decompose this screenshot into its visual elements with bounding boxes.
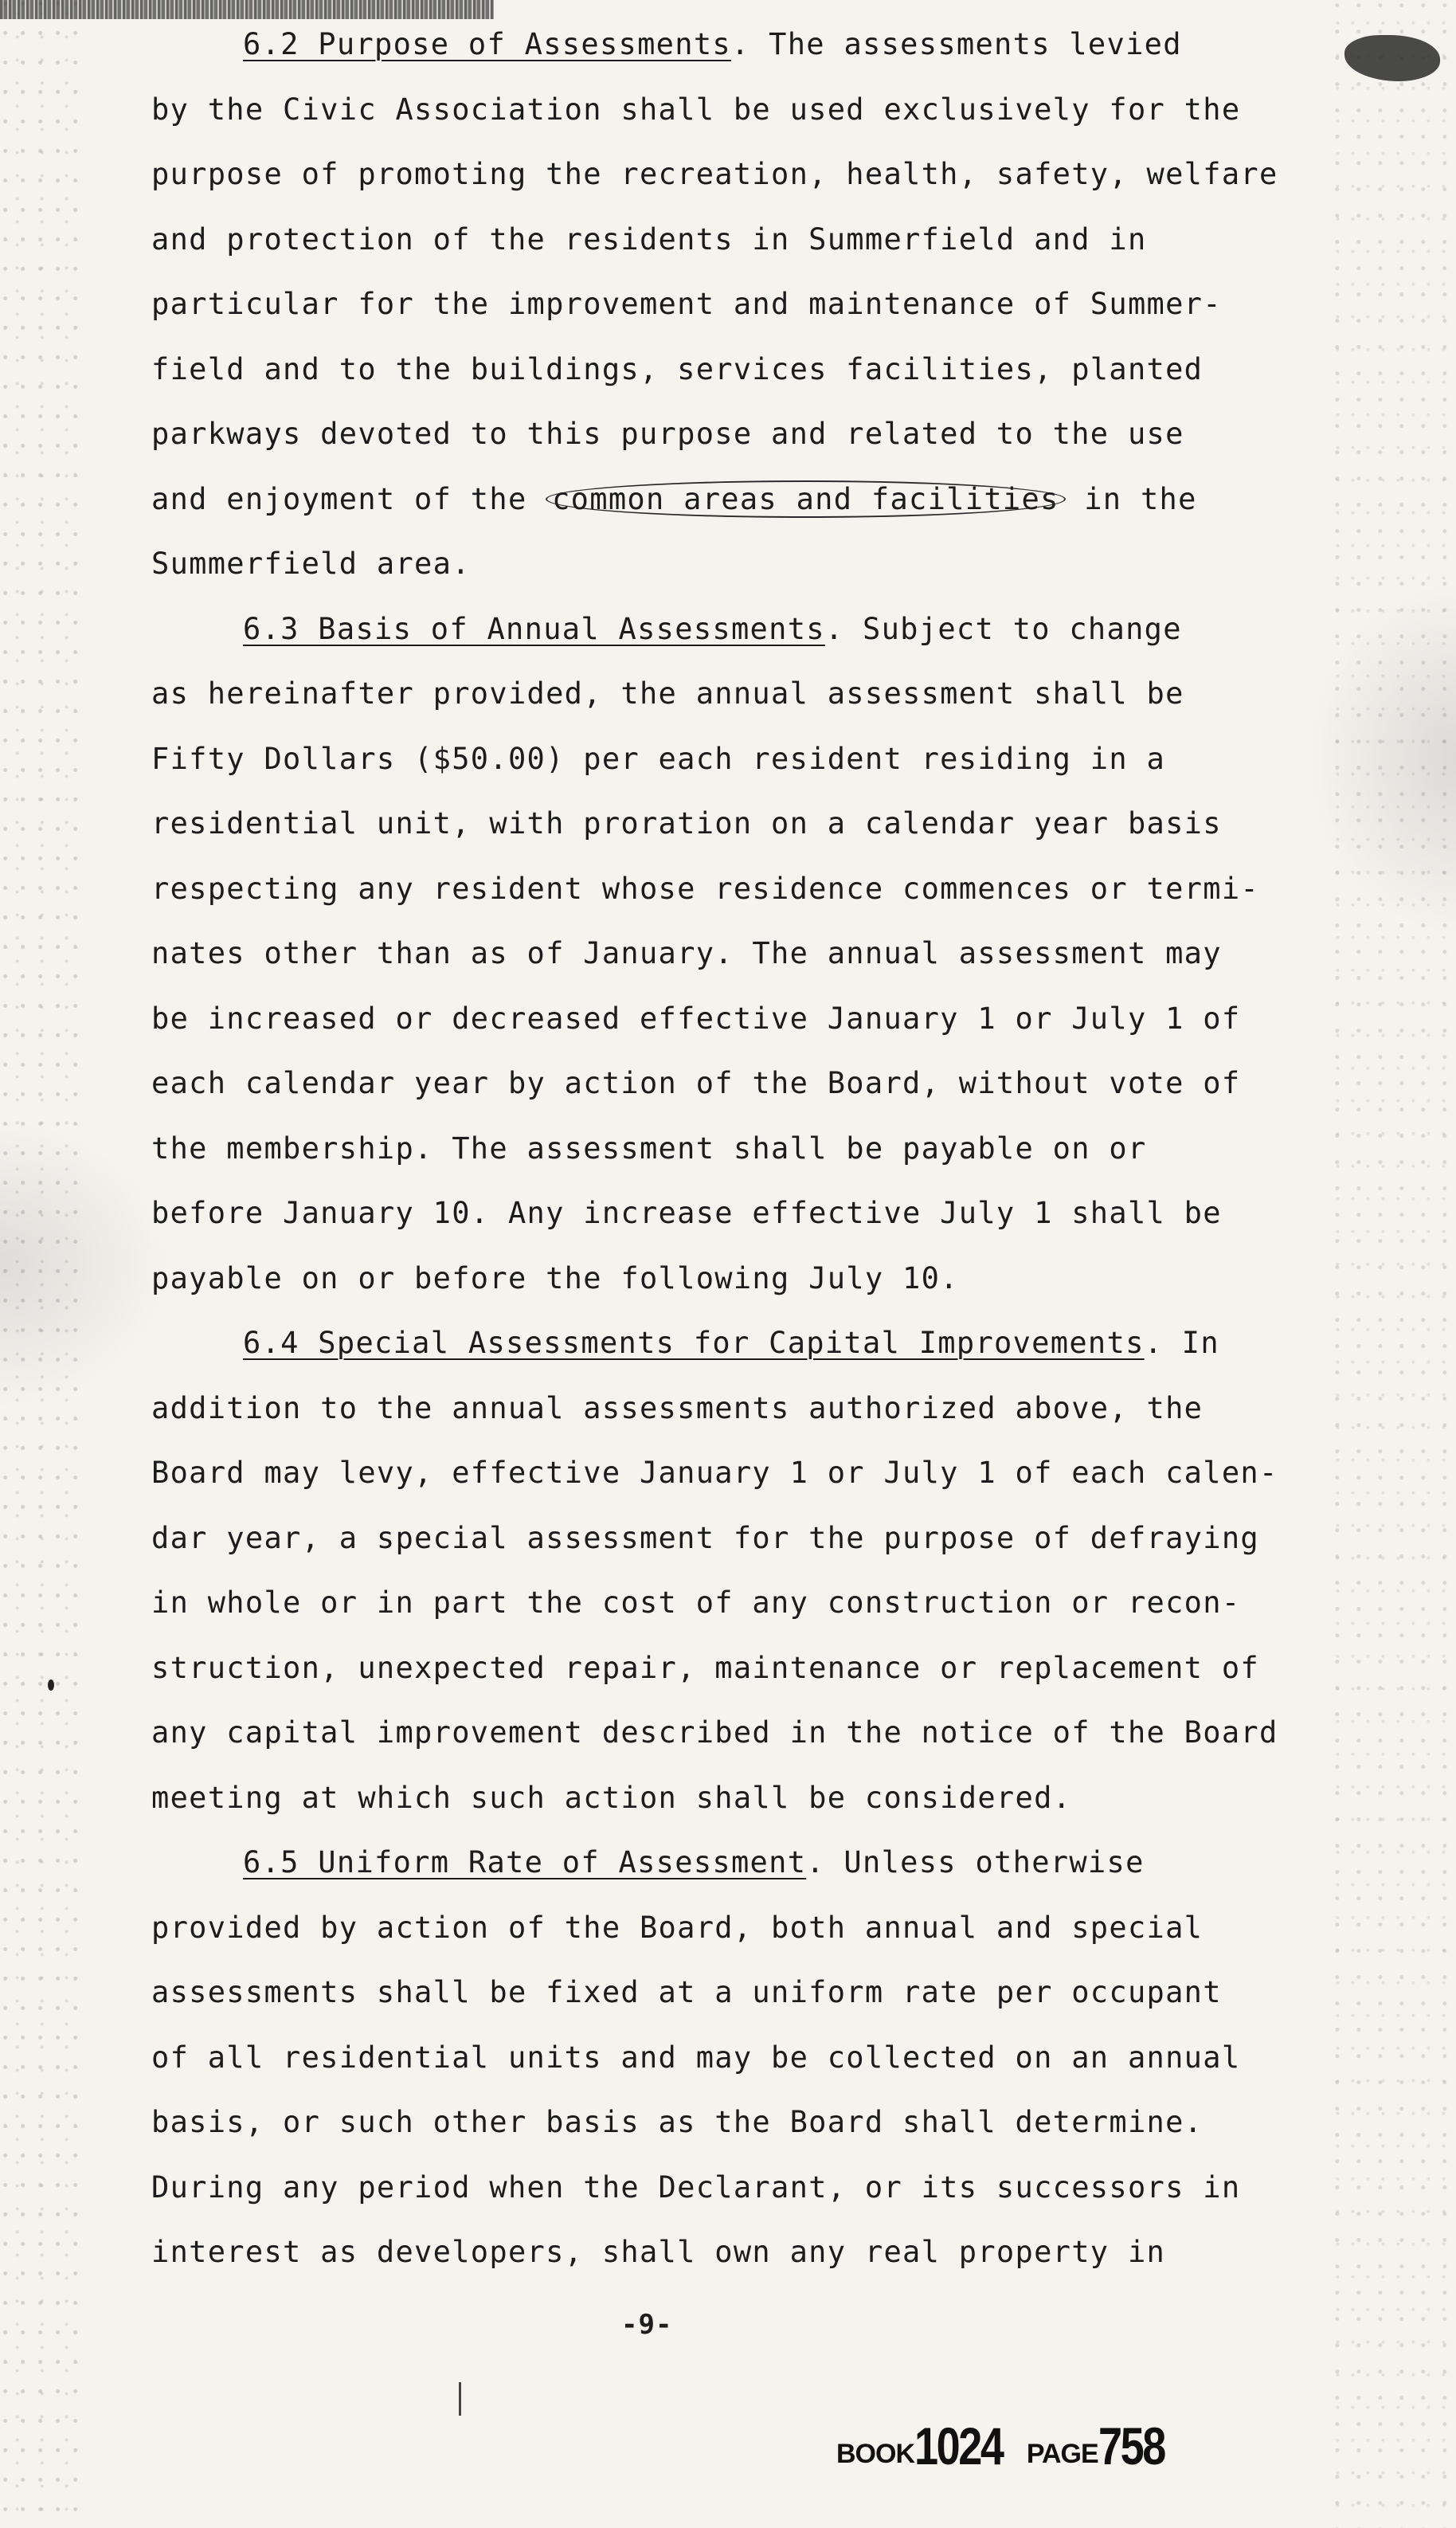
scan-artifact-mark bbox=[48, 1679, 54, 1691]
document-line: interest as developers, shall own any real property in bbox=[151, 2235, 1166, 2269]
document-line: before January 10. Any increase effective July 1 shall be bbox=[151, 1196, 1222, 1230]
document-line: in whole or in part the cost of any construction or recon- bbox=[151, 1585, 1241, 1620]
document-line: addition to the annual assessments authorized above, the bbox=[151, 1390, 1204, 1425]
book-page-reference bbox=[836, 2416, 1179, 2476]
document-line: Fifty Dollars ($50.00) per each resident residing in a bbox=[151, 741, 1166, 776]
book-number: 1024 bbox=[914, 2416, 1003, 2475]
scan-noise-left bbox=[0, 0, 88, 2528]
document-line: by the Civic Association shall be used exclusively for the bbox=[151, 92, 1241, 127]
document-line: Board may levy, effective January 1 or July 1 of each calen- bbox=[151, 1456, 1278, 1490]
document-line: respecting any resident whose residence commences or termi- bbox=[151, 871, 1259, 906]
document-line: each calendar year by action of the Board, without vote of bbox=[151, 1066, 1241, 1100]
scan-artifact-tick bbox=[459, 2382, 461, 2416]
document-line: nates other than as of January. The annual assessment may bbox=[151, 936, 1222, 970]
document-line: assessments shall be fixed at a uniform rate per occupant bbox=[151, 1975, 1222, 2009]
document-line: any capital improvement described in the notice of the Board bbox=[151, 1715, 1278, 1750]
page-number: -9- bbox=[621, 2309, 673, 2341]
document-line: field and to the buildings, services facilities, planted bbox=[151, 351, 1204, 386]
scan-noise-right bbox=[1329, 0, 1456, 2528]
document-line: During any period when the Declarant, or its successors in bbox=[151, 2169, 1241, 2205]
document-line: of all residential units and may be collected on an annual bbox=[151, 2040, 1241, 2075]
document-line: payable on or before the following July 10. bbox=[151, 1260, 959, 1295]
document-line: residential unit, with proration on a calendar year basis bbox=[151, 806, 1222, 841]
document-line: meeting at which such action shall be considered. bbox=[151, 1780, 1072, 1815]
document-line: struction, unexpected repair, maintenance or replacement of bbox=[151, 1650, 1259, 1685]
document-line: purpose of promoting the recreation, health, safety, welfare bbox=[151, 157, 1278, 191]
section-heading: 6.5 Uniform Rate of Assessment bbox=[243, 1845, 807, 1879]
document-line: Summerfield area. bbox=[151, 547, 471, 581]
document-line: 6.4 Special Assessments for Capital Improvements. In bbox=[243, 1326, 1219, 1360]
page-ref-number: 758 bbox=[1098, 2416, 1164, 2475]
document-line: 6.5 Uniform Rate of Assessment. Unless otherwise bbox=[243, 1845, 1145, 1879]
document-line: basis, or such other basis as the Board shall determine. bbox=[151, 2105, 1204, 2139]
document-line: and enjoyment of the common areas and facilities in the bbox=[151, 481, 1197, 516]
section-heading: 6.2 Purpose of Assessments bbox=[243, 27, 731, 61]
document-line: be increased or decreased effective January 1 or July 1 of bbox=[151, 1001, 1241, 1036]
document-line: 6.3 Basis of Annual Assessments. Subject to change bbox=[243, 611, 1182, 646]
page-label: PAGE bbox=[1026, 2439, 1098, 2469]
document-line: dar year, a special assessment for the purpose of defraying bbox=[151, 1520, 1259, 1555]
scan-artifact-top bbox=[0, 0, 494, 19]
circled-phrase: common areas and facilities bbox=[546, 480, 1066, 518]
document-line: the membership. The assessment shall be payable on or bbox=[151, 1131, 1147, 1166]
document-line: provided by action of the Board, both annual and special bbox=[151, 1910, 1204, 1945]
section-heading: 6.3 Basis of Annual Assessments bbox=[243, 611, 825, 646]
document-line: 6.2 Purpose of Assessments. The assessments levied bbox=[243, 27, 1182, 61]
document-line: parkways devoted to this purpose and related to the use bbox=[151, 417, 1184, 451]
document-line: particular for the improvement and maintenance of Summer- bbox=[151, 287, 1222, 321]
document-line: and protection of the residents in Summerfield and in bbox=[151, 221, 1147, 257]
section-heading: 6.4 Special Assessments for Capital Improvements bbox=[243, 1326, 1145, 1360]
book-label: BOOK bbox=[836, 2439, 914, 2469]
document-line: as hereinafter provided, the annual assessment shall be bbox=[151, 676, 1184, 711]
